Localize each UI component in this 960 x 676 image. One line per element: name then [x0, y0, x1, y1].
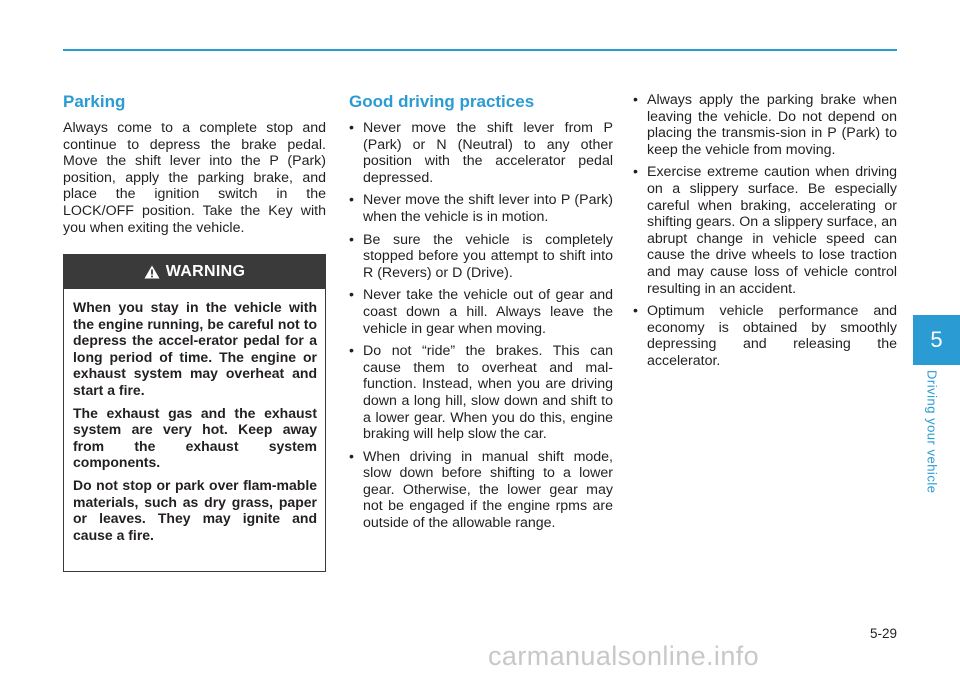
- good-driving-heading: Good driving practices: [349, 92, 535, 111]
- warning-paragraph: When you stay in the vehicle with the engine running, be careful not to depress the accel-erator pedal for a long period of time. The engine or exhaust system may overheat and start a fire.: [73, 299, 317, 398]
- good-driving-section: [349, 92, 613, 538]
- page-number: 5-29: [869, 626, 897, 641]
- list-item: • Never move the shift lever into P (Park) when the vehicle is in motion.: [349, 192, 613, 225]
- list-item: • Exercise extreme caution when driving on a slippery surface. Be especially careful when braking, accelerating or shifting gears. On a slippery surface, an abrupt change in vehicle speed can cause the drive wheels to lose traction and may cause loss of vehicle control resulting in an accident.: [633, 164, 897, 297]
- watermark: carmanualsonline.info: [488, 641, 760, 671]
- warning-paragraph: The exhaust gas and the exhaust system are very hot. Keep away from the exhaust system components.: [73, 404, 317, 471]
- parking-heading: Parking: [63, 92, 126, 111]
- list-item: • Never take the vehicle out of gear and coast down a hill. Always leave the vehicle in gear when moving.: [349, 287, 613, 337]
- list-item: • Be sure the vehicle is completely stopped before you attempt to shift into R (Revers) or D (Drive).: [349, 231, 613, 281]
- top-rule: [63, 49, 897, 51]
- list-item: • Optimum vehicle performance and economy is obtained by smoothly depressing and releasing the accelerator.: [633, 303, 897, 369]
- good-driving-continued: [633, 92, 897, 376]
- list-item: • When driving in manual shift mode, slow down before shifting to a lower gear. Otherwise, the lower gear may not be engaged if the engine rpms are outside of the allowable range.: [349, 448, 613, 532]
- warning-triangle-icon: [144, 265, 160, 279]
- warning-body: [64, 289, 325, 543]
- list-item: • Always apply the parking brake when leaving the vehicle. Do not depend on placing the transmis-sion in P (Park) to keep the vehicle from moving.: [633, 92, 897, 158]
- parking-section: [63, 92, 326, 236]
- warning-label: WARNING: [165, 263, 246, 280]
- chapter-tab[interactable]: 5: [913, 315, 960, 365]
- list-item: • Never move the shift lever from P (Park) or N (Neutral) to any other position with the accelerator pedal depressed.: [349, 120, 613, 186]
- warning-paragraph: Do not stop or park over flam-mable materials, such as dry grass, paper or leaves. They may ignite and cause a fire.: [73, 476, 317, 543]
- chapter-title: Driving your vehicle: [924, 370, 940, 494]
- parking-body: Always come to a complete stop and continue to depress the brake pedal. Move the shift lever into the P (Park) position, apply the parking brake, and place the ignition switch in the LOCK/OFF position. Take the Key with you when exiting the vehicle.: [63, 120, 326, 236]
- warning-box: [63, 254, 326, 572]
- list-item: • Do not “ride” the brakes. This can cause them to overheat and mal-function. Instead, when you are driving down a long hill, slow down and shift to a lower gear. When you do this, engine braking will help slow the car.: [349, 343, 613, 443]
- good-driving-list: [349, 120, 613, 532]
- warning-header: [64, 255, 325, 289]
- good-driving-list-continued: [633, 92, 897, 370]
